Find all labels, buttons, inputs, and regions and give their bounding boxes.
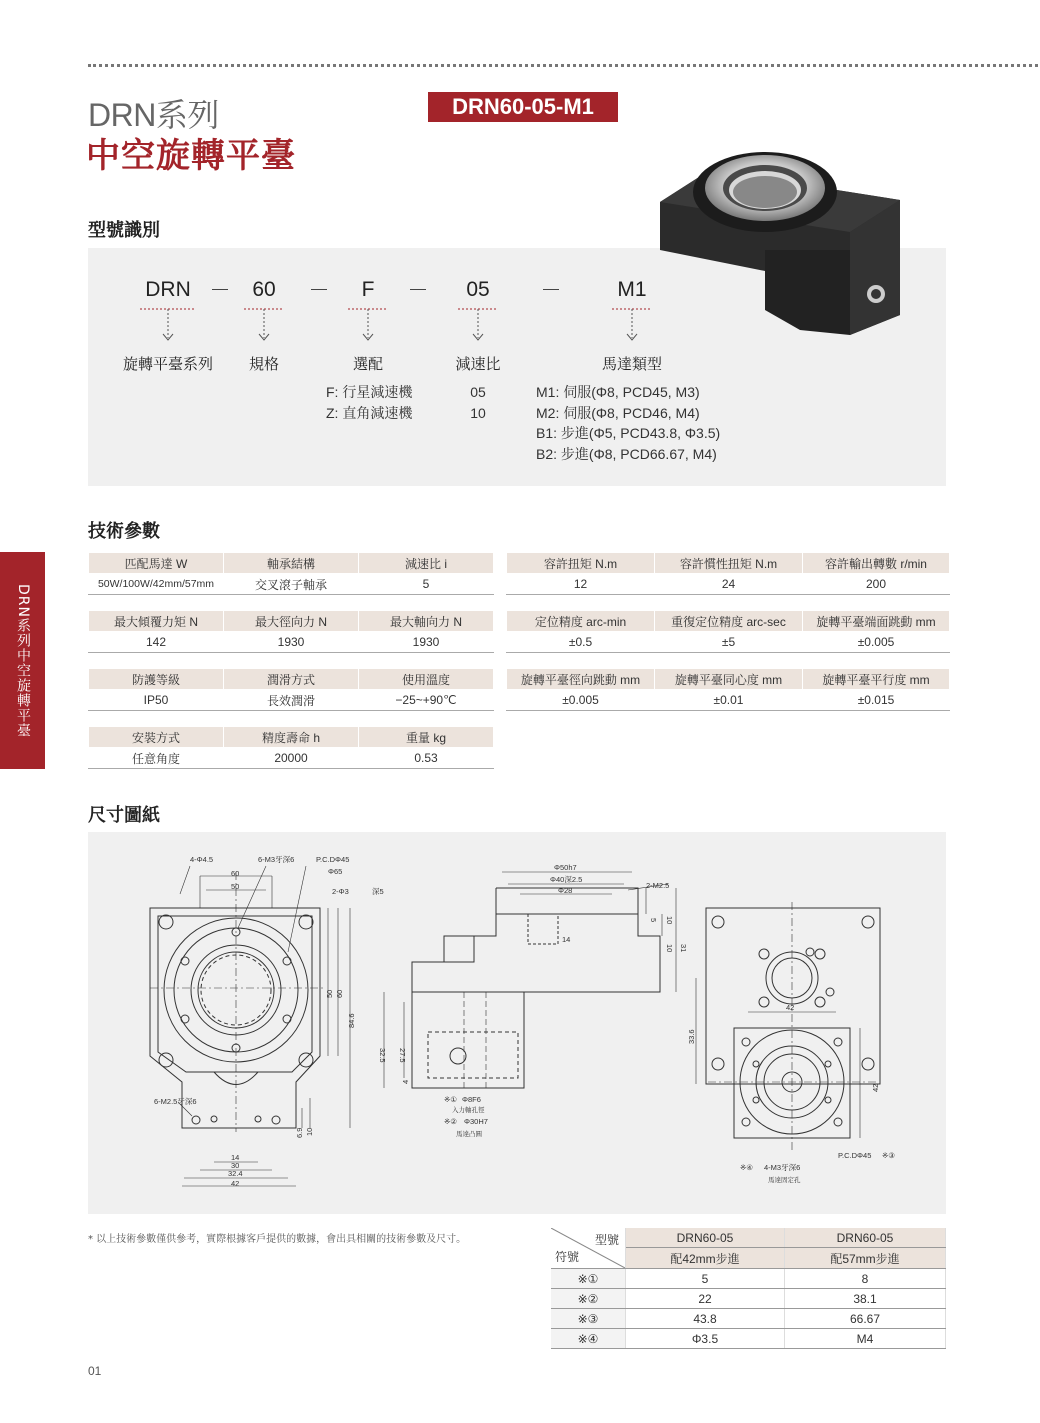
dim-label: 14 (562, 935, 571, 944)
option-item: M2: 伺服(Φ8, PCD46, M4) (536, 404, 700, 421)
option-item: 05 (470, 384, 486, 400)
dim-label: 2-Φ3 (332, 887, 349, 896)
tech-value-cell: −25~+90℃ (359, 690, 494, 711)
dim-label: 10 (665, 916, 674, 925)
tech-table (88, 726, 494, 769)
dim-label: 31 (679, 944, 688, 953)
spec-col-model: DRN60-05 (626, 1228, 785, 1248)
table-row (89, 748, 494, 769)
tech-header-cell: 安裝方式 (89, 727, 224, 748)
dim-label: 馬達固定孔 (768, 1177, 801, 1184)
spec-col-desc: 配42mm步進 (626, 1248, 785, 1269)
tech-header-cell: 潤滑方式 (224, 669, 359, 690)
page-title: 中空旋轉平臺 (86, 136, 296, 176)
table-row (89, 632, 494, 653)
spec-value: 5 (626, 1269, 785, 1289)
dim-label: 32.5 (378, 1048, 387, 1063)
code-separator (212, 289, 228, 290)
dim-label: Φ65 (328, 867, 343, 876)
option-item: B2: 步進(Φ8, PCD66.67, M4) (536, 445, 717, 462)
tech-value-cell: ±0.005 (507, 690, 655, 711)
spec-corner (551, 1228, 626, 1269)
dim-label: 4-Φ4.5 (190, 855, 214, 864)
code-series: DRN (145, 278, 191, 301)
tech-header-row (89, 727, 494, 748)
tech-table (506, 668, 950, 711)
front-view (150, 866, 350, 1186)
tech-value-cell: ±0.5 (507, 632, 655, 653)
spec-col-desc: 配57mm步進 (785, 1248, 946, 1269)
arrow-icon (140, 308, 196, 342)
dim-label: Φ8F6 (462, 1095, 481, 1104)
side-tab: DRN系列中空旋轉平臺 (0, 552, 45, 769)
option-item: M1: 伺服(Φ8, PCD45, M3) (536, 384, 700, 400)
tech-table (88, 668, 494, 711)
dim-label: 84.6 (347, 1013, 356, 1028)
tech-value-cell: 24 (655, 574, 803, 595)
spec-symbol: ※① (551, 1269, 626, 1289)
code-option: F (361, 278, 375, 301)
spec-value: Φ3.5 (626, 1329, 785, 1349)
dim-label: Φ30H7 (464, 1117, 488, 1126)
spec-symbol: ※③ (551, 1309, 626, 1329)
tech-header-cell: 匹配馬達 W (89, 553, 224, 574)
tech-value-cell: 142 (89, 632, 224, 653)
option-item: 10 (470, 404, 486, 421)
option-item: Z: 直角減速機 (326, 404, 413, 421)
dim-label: 30 (231, 1161, 240, 1170)
dim-label: 42 (231, 1179, 240, 1188)
option-item: B1: 步進(Φ5, PCD43.8, Φ3.5) (536, 425, 721, 441)
tech-value-cell: 任意角度 (89, 748, 224, 769)
code-ratio: 05 (466, 278, 490, 301)
table-row (89, 690, 494, 711)
table-row (551, 1269, 946, 1289)
label-size: 規格 (248, 355, 279, 373)
series-title: DRN系列 (88, 97, 219, 133)
code-size: 60 (252, 278, 276, 301)
tech-header-cell: 旋轉平臺平行度 mm (803, 669, 950, 690)
spec-value: 22 (626, 1289, 785, 1309)
tech-header-cell: 最大軸向力 N (359, 611, 494, 632)
code-separator (410, 289, 426, 290)
tech-header-cell: 減速比 i (359, 553, 494, 574)
dim-label: 50 (231, 882, 240, 891)
top-dotted-rule (88, 64, 1038, 67)
dim-label: 6.9 (295, 1127, 304, 1138)
tech-header-cell: 防護等級 (89, 669, 224, 690)
dim-label: Φ28 (558, 886, 573, 895)
tech-header-cell: 精度壽命 h (224, 727, 359, 748)
tech-header-cell: 最大傾覆力矩 N (89, 611, 224, 632)
tech-value-cell: 12 (507, 574, 655, 595)
tech-header-row (507, 611, 950, 632)
spec-table (551, 1228, 946, 1349)
dim-label: 馬達凸圓 (456, 1131, 482, 1138)
dimension-drawing (88, 832, 946, 1214)
tech-value-cell: IP50 (89, 690, 224, 711)
dim-label: ※④ (740, 1163, 754, 1172)
tech-value-cell: 200 (803, 574, 950, 595)
tech-value-cell: 交叉滾子軸承 (224, 574, 359, 595)
tech-value-cell: 0.53 (359, 748, 494, 769)
tech-header-cell: 軸承結構 (224, 553, 359, 574)
tech-header-cell: 最大徑向力 N (224, 611, 359, 632)
tech-header-row (507, 669, 950, 690)
dim-label: ※① (444, 1095, 458, 1104)
table-row (89, 574, 494, 595)
tech-value-cell: 1930 (359, 632, 494, 653)
tech-value-cell: ±0.015 (803, 690, 950, 711)
dim-label: 33.6 (687, 1029, 696, 1044)
tech-header-cell: 旋轉平臺同心度 mm (655, 669, 803, 690)
tech-header-cell: 容許輸出轉數 r/min (803, 553, 950, 574)
dim-label: ※② (444, 1117, 458, 1126)
spec-symbol: ※② (551, 1289, 626, 1309)
tech-header-row (507, 553, 950, 574)
tech-value-cell: 5 (359, 574, 494, 595)
dim-label: 深5 (372, 887, 384, 896)
side-view (384, 872, 676, 1088)
dim-label: 6-M2.5牙深6 (154, 1097, 197, 1106)
dim-label: P.C.DΦ45 (838, 1151, 872, 1160)
tech-value-cell: 50W/100W/42mm/57mm (89, 574, 224, 595)
tech-header-cell: 旋轉平臺徑向跳動 mm (507, 669, 655, 690)
option-list-ratio (468, 382, 488, 423)
spec-corner-bottom: 符號 (555, 1250, 580, 1264)
dim-label: ※③ (882, 1151, 896, 1160)
dim-label: 42 (786, 1003, 795, 1012)
dim-label: 50 (325, 989, 334, 998)
tech-table (506, 552, 950, 595)
tech-header-cell: 使用溫度 (359, 669, 494, 690)
dim-label: 入力軸孔徑 (452, 1107, 485, 1114)
dim-label: 10 (305, 1127, 314, 1136)
drawing-heading: 尺寸圖紙 (88, 805, 160, 826)
tech-value-cell: ±0.005 (803, 632, 950, 653)
label-option: 選配 (352, 355, 383, 373)
option-list-motor (536, 382, 720, 464)
rear-view (696, 902, 880, 1152)
footnote: * 以上技術參數僅供參考，實際根據客戶提供的數據，會出具相關的技術參數及尺寸。 (88, 1234, 467, 1245)
tech-table (88, 552, 494, 595)
code-motor: M1 (617, 278, 647, 301)
spec-symbol: ※④ (551, 1329, 626, 1349)
arrow-icon (612, 308, 652, 342)
option-item: F: 行星減速機 (326, 384, 413, 400)
label-motor: 馬達類型 (601, 355, 662, 373)
spec-value: 43.8 (626, 1309, 785, 1329)
spec-value: M4 (785, 1329, 946, 1349)
table-row (507, 690, 950, 711)
arrow-icon (244, 308, 284, 342)
table-row (551, 1309, 946, 1329)
spec-value: 8 (785, 1269, 946, 1289)
drawing-panel (88, 832, 946, 1214)
code-separator (311, 289, 327, 290)
dim-label: P.C.DΦ45 (316, 855, 350, 864)
table-row (551, 1329, 946, 1349)
tech-value-cell: 長效潤滑 (224, 690, 359, 711)
tech-header-row (89, 553, 494, 574)
tech-value-cell: ±5 (655, 632, 803, 653)
arrow-icon (348, 308, 388, 342)
spec-value: 38.1 (785, 1289, 946, 1309)
tech-header-cell: 重量 kg (359, 727, 494, 748)
tech-header-row (89, 669, 494, 690)
dim-label: 2-M2.5 (646, 881, 670, 890)
dim-label: Φ40深2.5 (550, 875, 583, 884)
dim-label: 4 (401, 1079, 410, 1084)
tech-value-cell: 1930 (224, 632, 359, 653)
dim-label: 10 (665, 944, 674, 953)
product-image (650, 140, 910, 340)
spec-corner-top: 型號 (594, 1233, 619, 1247)
dim-label: 4-M3牙深6 (764, 1163, 801, 1172)
tech-table (506, 610, 950, 653)
dim-label: Φ50h7 (554, 863, 577, 872)
label-series: 旋轉平臺系列 (122, 355, 213, 373)
tech-table (88, 610, 494, 653)
dim-label: 5 (649, 918, 658, 923)
tech-header-cell: 重復定位精度 arc-sec (655, 611, 803, 632)
model-badge: DRN60-05-M1 (428, 92, 618, 122)
option-list-select (326, 382, 412, 423)
arrow-icon (458, 308, 498, 342)
dim-label: 14 (231, 1153, 240, 1162)
dim-label: 6-M3牙深6 (258, 855, 295, 864)
tech-header-cell: 定位精度 arc-min (507, 611, 655, 632)
table-row (551, 1289, 946, 1309)
spec-value: 66.67 (785, 1309, 946, 1329)
tech-header-cell: 容許扭矩 N.m (507, 553, 655, 574)
code-separator (543, 289, 559, 290)
spec-col-model: DRN60-05 (785, 1228, 946, 1248)
dim-label: 60 (231, 869, 240, 878)
tech-header-cell: 旋轉平臺端面跳動 mm (803, 611, 950, 632)
label-ratio: 減速比 (455, 355, 501, 373)
page-number: 01 (88, 1364, 102, 1378)
dim-label: 42 (871, 1083, 880, 1092)
table-row (507, 632, 950, 653)
dim-label: 60 (335, 989, 344, 998)
tech-heading: 技術參數 (88, 521, 160, 542)
model-id-heading: 型號識別 (88, 220, 160, 241)
tech-value-cell: ±0.01 (655, 690, 803, 711)
tech-header-row (89, 611, 494, 632)
dim-label: 32.4 (228, 1169, 243, 1178)
tech-header-cell: 容許慣性扭矩 N.m (655, 553, 803, 574)
table-row (507, 574, 950, 595)
dim-label: 27.5 (398, 1048, 407, 1063)
tech-value-cell: 20000 (224, 748, 359, 769)
